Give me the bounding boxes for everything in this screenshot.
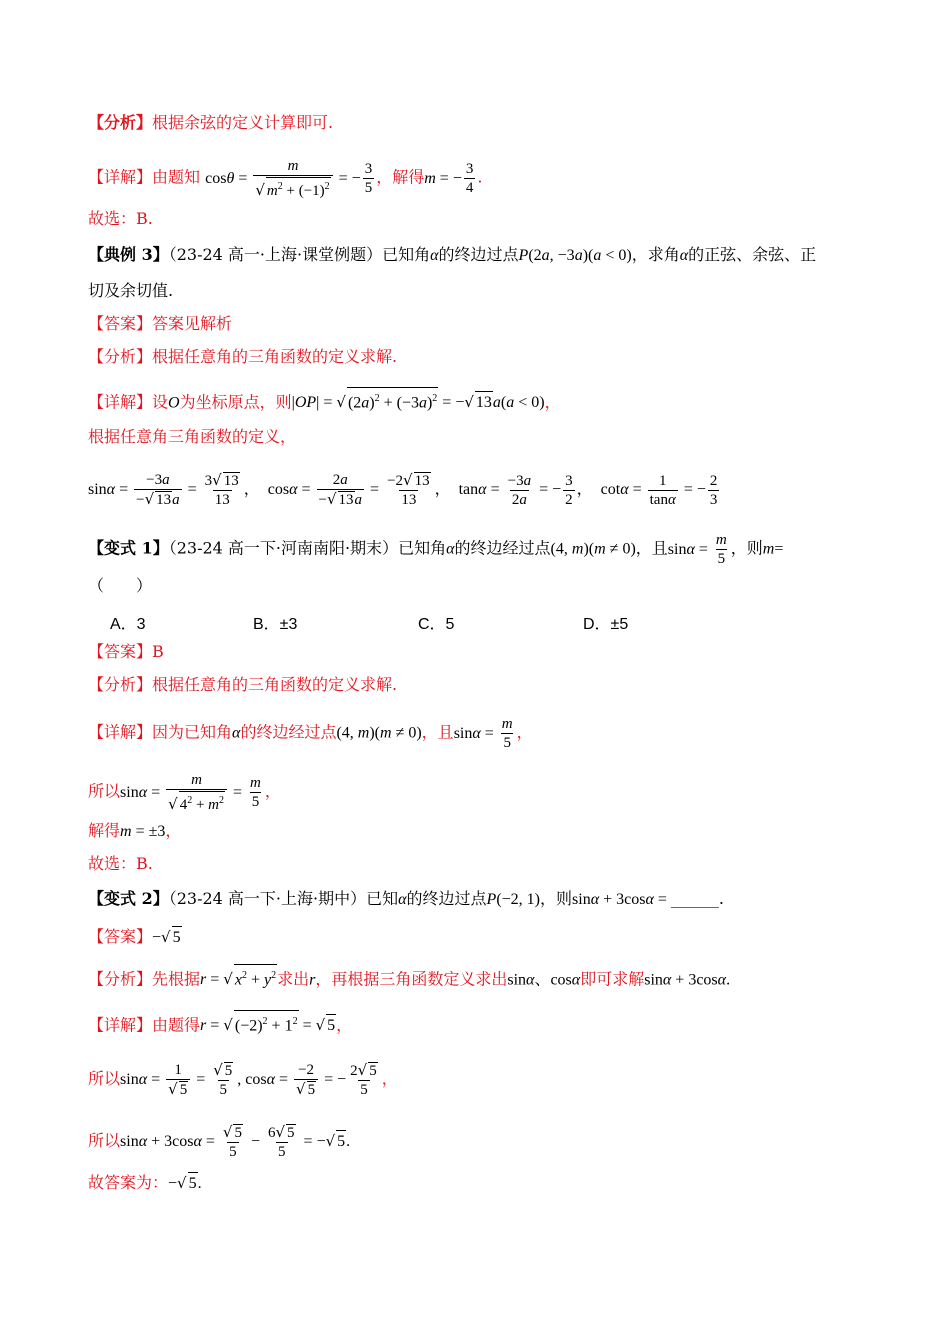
example-3-question-cont: 切及余切值. (88, 281, 174, 300)
detail-text: 所以 (88, 1131, 121, 1151)
q-text: 的终边经过点 (454, 538, 551, 558)
formula: sinα = $\frac{m}{5}$ (453, 716, 513, 751)
analysis-text: 即可求解 (580, 969, 645, 989)
q-text: ，则 (540, 889, 573, 908)
example-tag: 【典例 3】 (88, 245, 169, 264)
formula: (4, m)(m ≠ 0) (550, 540, 636, 558)
q-text: ，则 (730, 538, 763, 558)
answer-line (88, 313, 232, 335)
detail-text: ，且 (421, 722, 454, 742)
punct: . (477, 167, 483, 187)
origin-symbol: O (168, 394, 180, 412)
formula: cosθ = $\frac{m}{√ m^2 + (-1)^2}$ = − $\frac{3}{5}$ (205, 158, 373, 199)
detail-tag: 【详解】 (88, 392, 153, 412)
formula: sinα = $\frac{m}{5}$ (667, 532, 727, 567)
detail-line (88, 387, 561, 414)
variant-tag: 【变式 1】 (88, 538, 169, 558)
detail-line: 所以sinα = $\frac{1}{√ 5}$ = $\frac{√ 5}{5}$ , cosα = $\frac{-2}{√ 5}$ = − $\frac{2√ 5}{5}$ ， (88, 1061, 398, 1098)
option-b[interactable]: B．±3 (253, 616, 298, 633)
alpha: α (232, 724, 241, 742)
alpha: α (398, 891, 407, 908)
analysis-text: ，再根据三角函数定义求出 (315, 969, 508, 989)
formula: P(2a, −3a)(a < 0) (518, 247, 632, 264)
final-answer-line (88, 1172, 202, 1195)
q-text: 已知角 (382, 245, 431, 264)
option-d[interactable]: D．±5 (583, 616, 629, 633)
alpha: α (430, 247, 439, 264)
answer-tag: 【答案】 (88, 927, 153, 946)
analysis-text: 根据余弦的定义计算即可. (152, 113, 334, 132)
detail-tag: 【详解】 (88, 1015, 153, 1035)
source: （23-24 高一下·上海·期中） (168, 889, 367, 908)
analysis-tag: 【分析】 (88, 347, 153, 366)
formula: r (309, 971, 316, 989)
detail-text: 解得 (88, 821, 121, 840)
detail-text: 故答案为： (88, 1173, 169, 1192)
analysis-tag: 【分析】 (88, 969, 153, 989)
q-text: 的正弦、余弦、正 (688, 245, 817, 264)
analysis-text: 根据任意角的三角函数的定义求解. (152, 347, 398, 366)
detail-line (88, 772, 281, 814)
formula: sinα、cosα (507, 971, 581, 989)
formula: |OP| = √ $(2a)^2 + (-3a)^2$ = −√ 13a(a < 0) (292, 394, 545, 411)
formula: sinα + 3cosα = (572, 891, 671, 908)
formula: −√ 5 (152, 929, 182, 946)
formula: m = ±3 (120, 823, 166, 840)
punct: ， (544, 392, 561, 412)
q-text: 的终边过点 (438, 245, 519, 264)
formula: −√ 5. (168, 1175, 202, 1192)
source: （23-24 高一下·河南南阳·期末） (168, 538, 399, 558)
detail-line (88, 1124, 350, 1161)
detail-line: 【详解】由题得r = √ $(-2)^2 + 1^2$ = √ 5， (88, 1010, 352, 1037)
analysis-text: 先根据 (152, 969, 201, 989)
alpha: α (679, 247, 689, 264)
analysis-text: 根据任意角的三角函数的定义求解. (152, 675, 398, 694)
detail-line (88, 820, 181, 843)
analysis-tag: 【分析】 (88, 113, 153, 132)
example-3-question (88, 244, 816, 267)
formula: m = − $\frac{3}{4}$ (424, 161, 474, 196)
answer-blank[interactable]: ______. (670, 889, 724, 908)
variant-1-question: 【变式 1】（23-24 高一下·河南南阳·期末）已知角α的终边经过点(4, m)(m ≠ 0)，且sinα = $\frac{m}{5}$ ，则m= (88, 532, 784, 567)
detail-tag: 【详解】 (88, 722, 153, 742)
formula: sinα = $\frac{1}{√ 5}$ = $\frac{√ 5}{5}$ , cosα = $\frac{-2}{√ 5}$ = − $\frac{2√ 5}{5}$ (120, 1061, 377, 1098)
detail-text: 设 (152, 392, 169, 412)
analysis-line (88, 112, 333, 134)
punct: ， (165, 821, 182, 840)
detail-text: 为坐标原点，则 (179, 392, 292, 412)
formula: P(−2, 1) (486, 891, 541, 908)
detail-text: 的终边经过点 (240, 722, 337, 742)
q-text: 的终边过点 (406, 889, 487, 908)
formula: sinα + 3cosα = $\frac{√ 5}{5}$ − $\frac{6√ 5}{5}$ = −√ 5. (120, 1123, 351, 1160)
punct: ， (516, 722, 533, 742)
formula: sinα + 3cosα. (644, 971, 731, 989)
analysis-tag: 【分析】 (88, 675, 153, 694)
formula: sinα = $\frac{m}{√ 4^2 + m^2}$ = $\frac{m}{5}$ (120, 772, 261, 813)
analysis-line (88, 964, 730, 991)
q-text: ，求角 (631, 245, 680, 264)
detail-line (88, 158, 482, 200)
paren: （ ） (88, 576, 153, 595)
option-c[interactable]: C．5 (418, 616, 455, 633)
q-text: 已知 (366, 889, 399, 908)
answer-tag: 【答案】 (88, 314, 153, 333)
trig-values: sinα = $\frac{-3a}{-√ 13a}$ = $\frac{3√ 13}{13}$ ， cosα = $\frac{2a}{-√ 13a}$ = $\frac{-2√ 13}{13}$ ， tanα = $\frac{-3a}{2a}$ = − $\frac{3}{2}$ ， cotα = $\frac{1}{\tan\alpha}$ = − $\frac{2}{3}$ (88, 471, 718, 508)
q-text: ，且 (635, 538, 668, 558)
answer-line (88, 641, 164, 663)
detail-text: 因为已知角 (152, 722, 233, 742)
formula: (4, m)(m ≠ 0) (336, 724, 422, 742)
formula: m (762, 540, 775, 558)
detail-tag: 【详解】 (88, 167, 153, 187)
answer-line (88, 926, 182, 949)
answer-text: 答案见解析 (152, 314, 233, 333)
answer-line: 故选：B. (88, 854, 153, 873)
analysis-line (88, 674, 397, 696)
answer-text: B (152, 642, 164, 661)
detail-text: 所以 (88, 1069, 121, 1089)
detail-text: 由题知 (152, 167, 201, 187)
formula: r = √ $x^2 + y^2$ (200, 971, 277, 988)
analysis-line (88, 346, 397, 368)
answer-tag: 【答案】 (88, 642, 153, 661)
q-text: 已知角 (398, 538, 447, 558)
detail-line (88, 716, 533, 752)
detail-text: ，解得 (376, 167, 425, 187)
answer-line: 故选：B. (88, 209, 153, 228)
variant-tag: 【变式 2】 (88, 889, 169, 908)
formula: r = √ $(-2)^2 + 1^2$ = √ 5 (200, 1017, 336, 1034)
source: （23-24 高一·上海·课堂例题） (168, 245, 383, 264)
punct: ， (264, 781, 281, 801)
analysis-text: 求出 (277, 969, 310, 989)
text-line: 根据任意角三角函数的定义， (88, 427, 297, 446)
variant-2-question (88, 888, 724, 911)
detail-text: 由题得 (152, 1015, 201, 1035)
alpha: α (446, 540, 455, 558)
detail-text: 所以 (88, 781, 121, 801)
option-a[interactable]: A．3 (110, 616, 146, 633)
